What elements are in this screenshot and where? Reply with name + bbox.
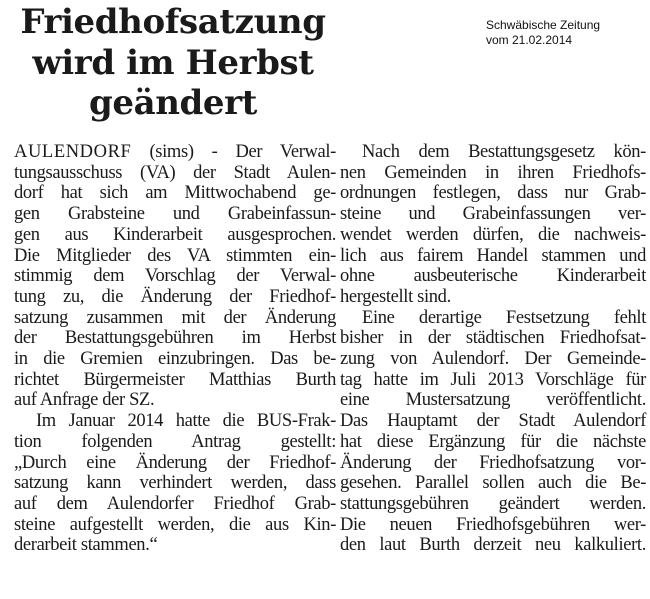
text-line: Eine derartige Festsetzung fehlt <box>362 307 646 328</box>
text-line: bisher in der städtischen Friedhofsat- <box>340 328 646 349</box>
text-line: steine und Grabeinfassungen ver- <box>340 204 646 225</box>
text-line: wendet werden dürfen, die nachweis- <box>340 224 646 245</box>
dateline: AULENDORF <box>14 142 132 162</box>
text-line: Im Januar 2014 hatte die BUS-Frak- <box>36 411 336 432</box>
text-line: tion folgenden Antrag gestellt: <box>14 431 336 452</box>
text-line: gesehen. Parallel sollen auch die Be- <box>340 473 646 494</box>
text-line: Nach dem Bestattungsgesetz kön- <box>362 142 646 162</box>
text-line: Das Hauptamt der Stadt Aulendorf <box>340 411 646 432</box>
text-line: tung zu, die Änderung der Friedhof- <box>14 286 336 307</box>
text-line: zung von Aulendorf. Der Gemeinde- <box>340 349 646 370</box>
text-line: auf Anfrage der SZ. <box>14 390 155 411</box>
text-line <box>14 142 336 163</box>
text-line: Die neuen Friedhofsgebühren wer- <box>340 514 646 535</box>
text-line: satzung kann verhindert werden, dass <box>14 473 336 494</box>
text-line: gen aus Kinderarbeit ausgesprochen. <box>14 224 336 245</box>
text-line: dorf hat sich am Mittwochabend ge- <box>14 183 336 204</box>
text-line: „Durch eine Änderung der Friedhof- <box>14 452 336 473</box>
text-line: ohne ausbeuterische Kinderarbeit <box>340 266 646 287</box>
text-line: ordnungen festlegen, dass nur Grab- <box>340 183 646 204</box>
text-line: der Bestattungsgebühren im Herbst <box>14 328 336 349</box>
text-line: nen Gemeinden in ihren Friedhofs- <box>340 162 646 183</box>
headline <box>14 2 332 124</box>
text-line: satzung zusammen mit der Änderung <box>14 307 336 328</box>
text-line: tungsausschuss (VA) der Stadt Aulen- <box>14 162 336 183</box>
headline-line: wird im Herbst <box>32 42 314 83</box>
text-line: in die Gremien einzubringen. Das be- <box>14 349 336 370</box>
text-line: Die Mitglieder des VA stimmten ein- <box>14 245 336 266</box>
text-line: stattungsgebühren geändert werden. <box>340 493 646 514</box>
text-line: stimmig dem Vorschlag der Verwal- <box>14 266 336 287</box>
text-line: den laut Burth derzeit neu kalkuliert. <box>340 535 646 556</box>
text-line: gen Grabsteine und Grabeinfassun- <box>14 204 336 225</box>
headline-line: Friedhofsatzung <box>20 2 326 42</box>
source-paper: Schwäbische Zeitung <box>486 18 601 32</box>
text-line: derarbeit stammen.“ <box>14 535 158 556</box>
text-line: hergestellt sind. <box>340 286 451 307</box>
text-line: Änderung der Friedhofsatzung vor- <box>340 452 646 473</box>
text-line: hat diese Ergänzung für die nächste <box>340 431 646 452</box>
article-column-right <box>340 142 646 556</box>
source-date: vom 21.02.2014 <box>486 32 573 47</box>
text-line: steine aufgestellt werden, die aus Kin- <box>14 514 336 535</box>
headline-line: geändert <box>89 83 257 123</box>
text-line: auf dem Aulendorfer Friedhof Grab- <box>14 493 336 514</box>
text-line: lich aus fairem Handel stammen und <box>340 245 646 266</box>
text-line: richtet Bürgermeister Matthias Burth <box>14 369 336 390</box>
article-column-left <box>14 142 336 556</box>
text-fragment: (sims) - Der Verwal- <box>131 142 336 162</box>
source-note <box>486 18 600 47</box>
text-line: tag hatte im Juli 2013 Vorschläge für <box>340 369 646 390</box>
text-line: eine Mustersatzung veröffentlicht. <box>340 390 646 411</box>
